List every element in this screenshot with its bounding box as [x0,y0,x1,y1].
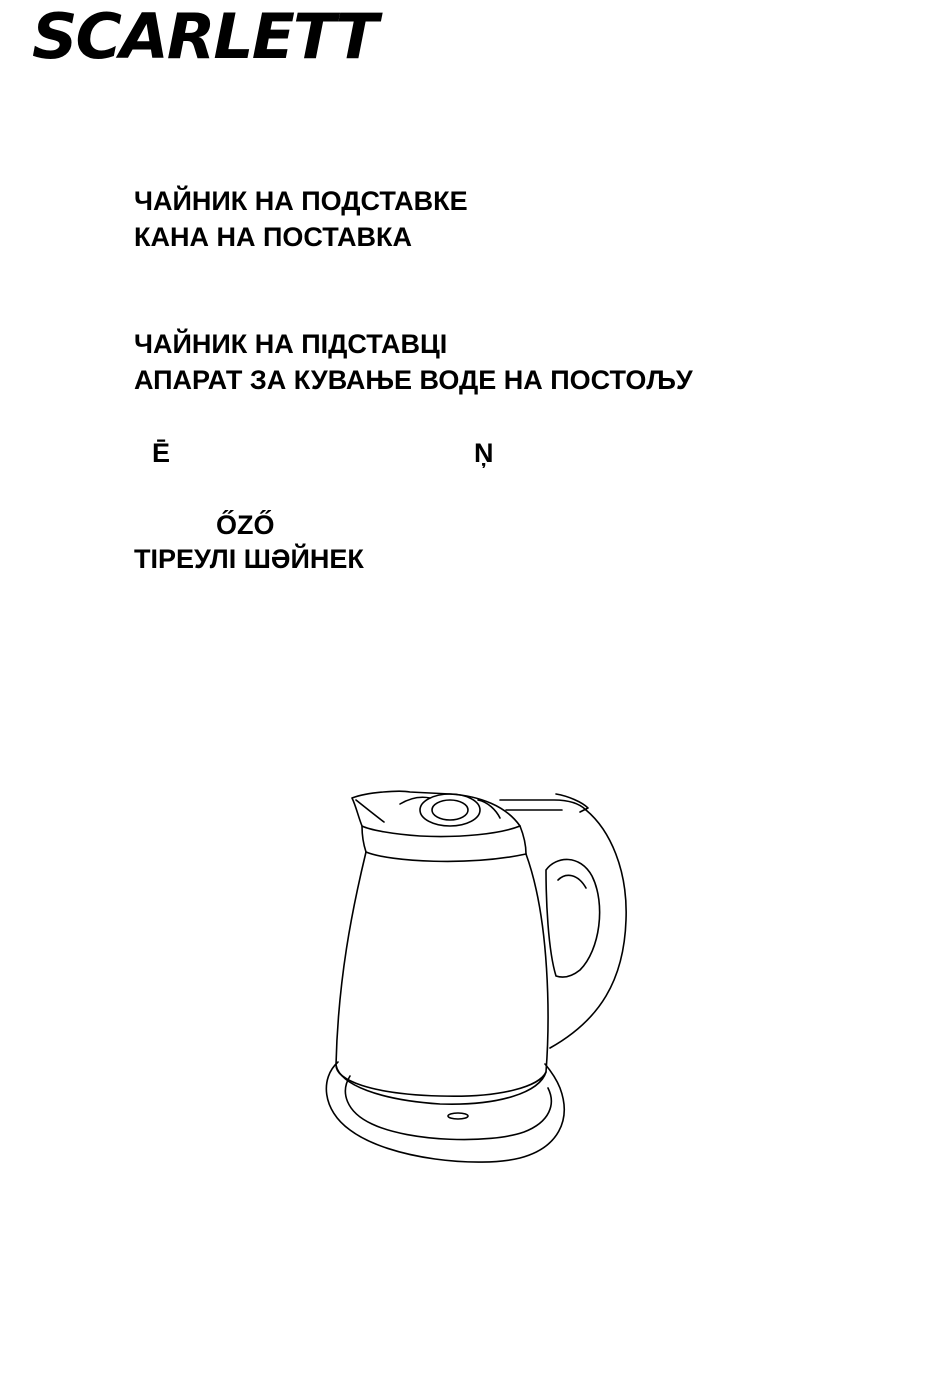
kettle-illustration-icon [310,780,640,1175]
title-sr: АПАРАТ ЗА КУВАЊЕ ВОДЕ НА ПОСТОЉУ [134,365,693,395]
title-kz: ТІРЕУЛІ ШӘЙНЕК [134,544,364,574]
title-uk: ЧАЙНИК НА ПІДСТАВЦІ [134,329,448,359]
title-garbled-left: Ē [152,438,171,468]
title-garbled-right: Ņ [474,438,494,468]
title-bg: КАНА НА ПОСТАВКА [134,222,412,252]
scarlett-logo: SCARLETT [32,0,377,73]
title-ru: ЧАЙНИК НА ПОДСТАВКЕ [134,186,468,216]
title-garbled-mid: ŐZŐ [216,510,275,540]
